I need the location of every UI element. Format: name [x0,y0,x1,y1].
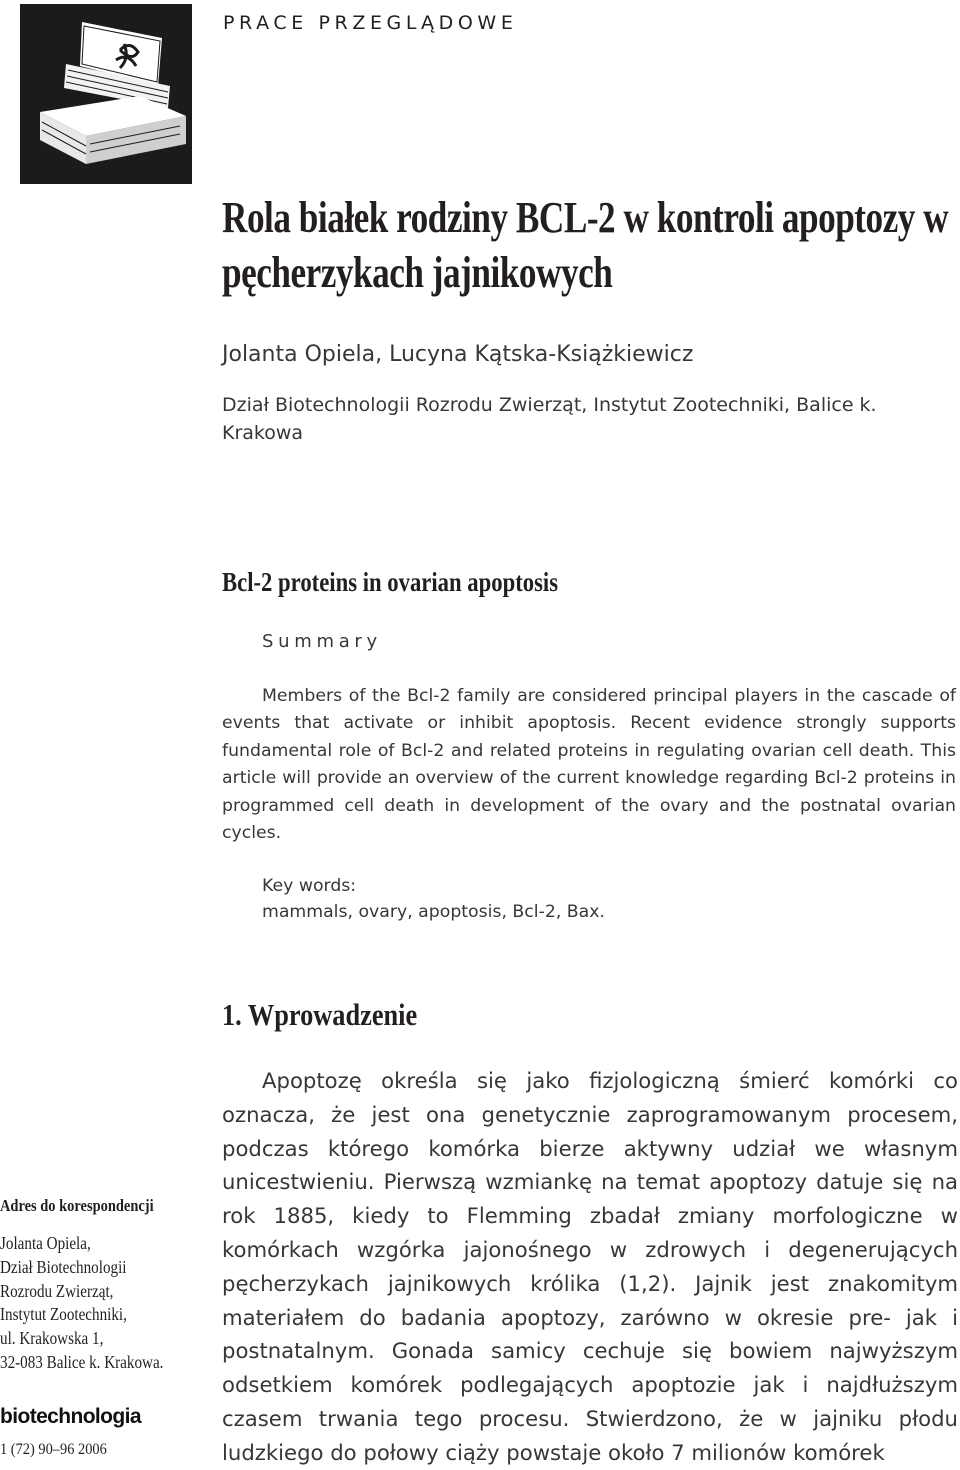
authors: Jolanta Opiela, Lucyna Kątska-Książkiewicz [222,342,694,367]
keywords-list: mammals, ovary, apoptosis, Bcl-2, Bax. [262,902,605,922]
summary-text: Members of the Bcl-2 family are considered principal players in the cascade of events that activate or inhibit apoptosis. Recent evidence strongly supports fundamental role of Bcl-2 and related proteins in regulating ovarian cell death. This article will provide an overview of the current knowledge regarding Bcl-2 proteins in programmed cell death in development of the ovary and the postnatal ovarian cycles. [222,686,956,844]
correspondence-box [0,1196,200,1375]
correspondence-label: Adres do korespondencji [0,1196,154,1215]
books-illustration [20,4,192,184]
correspondence-address: Jolanta Opiela, Dział Biotechnologii Rozrodu Zwierząt, Instytut Zootechniki, ul. Krakowska 1, 32-083 Balice k. Krakowa. [0,1233,164,1372]
english-title: Bcl-2 proteins in ovarian apoptosis [222,567,559,597]
section-label: PRACE PRZEGLĄDOWE [223,12,518,34]
summary-label: Summary [262,631,382,652]
keywords-label: Key words: [262,876,357,896]
affiliation: Dział Biotechnologii Rozrodu Zwierząt, Instytut Zootechniki, Balice k. Krakowa [222,394,877,444]
journal-issue: 1 (72) 90–96 2006 [0,1441,107,1458]
introduction-text: Apoptozę określa się jako fizjologiczną śmierć komórki co oznacza, że jest ona genetycznie zaprogramowanym procesem, podczas którego komórka bierze aktywny udział we własnym unicestwieniu. Pierwszą wzmiankę na temat apoptozy datuje się na rok 1885, kiedy to Flemming zbadał zmiany morfologiczne w komórkach wzgórka jajonośnego w zdrowych i degenerujących pęcherzykach jajnikowych królika (1,2). Jajnik jest znakomitym materiałem do badania apoptozy, zarówno w okresie pre- jak i postnatalnym. Gonada samicy cechuje się bowiem najwyższym odsetkiem komórek podlegających apoptozie jak i najdłuższym czasem trwania tego procesu. Stwierdzono, że w jajniku płodu ludzkiego do połowy ciąży powstaje około 7 milionów komórek [222,1068,958,1465]
journal-name: biotechnologia [0,1405,141,1428]
article-title: Rola białek rodziny BCL-2 w kontroli apoptozy w pęcherzykach jajnikowych [222,193,949,297]
section-heading-introduction: 1. Wprowadzenie [222,997,418,1032]
